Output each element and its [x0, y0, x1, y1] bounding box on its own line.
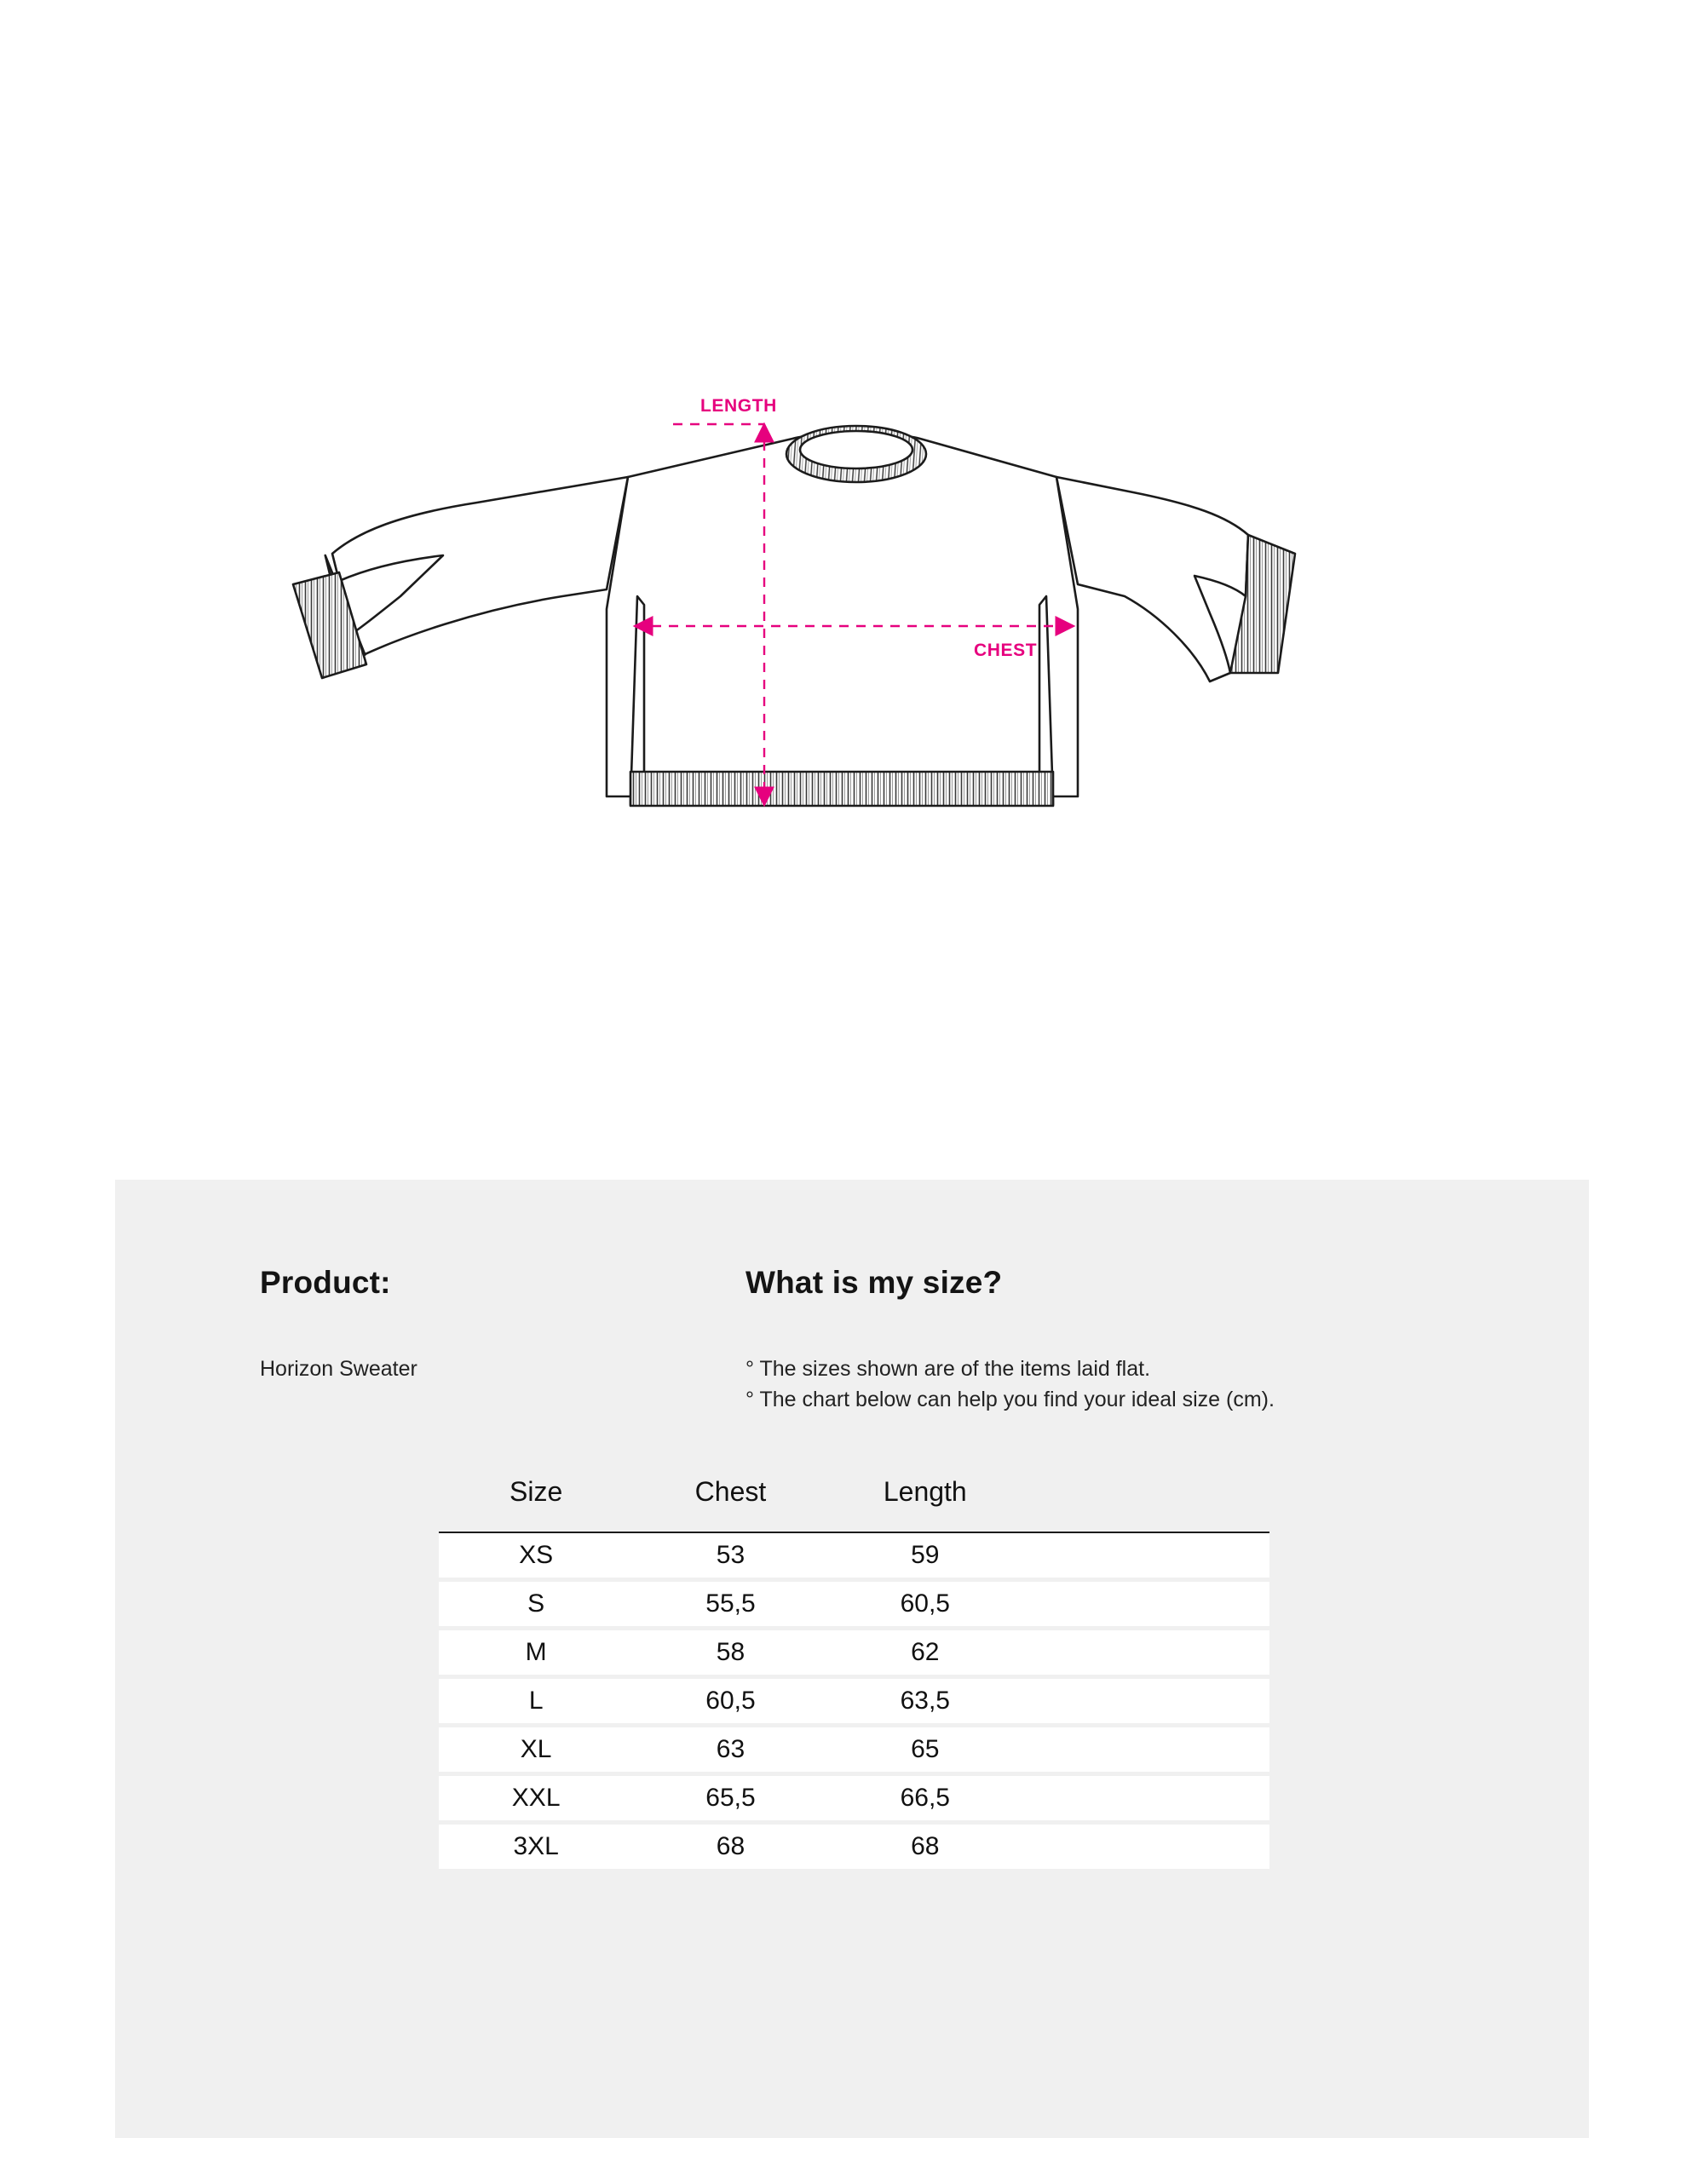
cell-size: 3XL	[439, 1823, 633, 1871]
cell-spacer	[1022, 1677, 1269, 1726]
cell-chest: 63	[633, 1726, 827, 1774]
cell-length: 63,5	[828, 1677, 1022, 1726]
cell-size: XL	[439, 1726, 633, 1774]
cell-length: 60,5	[828, 1580, 1022, 1629]
cell-size: M	[439, 1629, 633, 1677]
cell-size: XS	[439, 1532, 633, 1580]
cell-length: 62	[828, 1629, 1022, 1677]
table-row	[439, 1580, 1269, 1629]
cell-size: XXL	[439, 1774, 633, 1823]
table-row	[439, 1532, 1269, 1580]
cell-size: L	[439, 1677, 633, 1726]
table-row	[439, 1726, 1269, 1774]
cell-spacer	[1022, 1726, 1269, 1774]
cell-chest: 53	[633, 1532, 827, 1580]
column-header-spacer	[1022, 1476, 1269, 1532]
table-row	[439, 1774, 1269, 1823]
size-chart-table	[439, 1476, 1269, 1873]
cell-length: 65	[828, 1726, 1022, 1774]
sweater-outline	[293, 426, 1295, 806]
size-help-block	[746, 1265, 1495, 1416]
table-header-row	[439, 1476, 1269, 1532]
table-row	[439, 1823, 1269, 1871]
column-header-size: Size	[439, 1476, 633, 1532]
cell-length: 68	[828, 1823, 1022, 1871]
cell-spacer	[1022, 1532, 1269, 1580]
table-row	[439, 1629, 1269, 1677]
size-help-note-2: ° The chart below can help you find your ideal size (cm).	[746, 1388, 1275, 1412]
cell-spacer	[1022, 1580, 1269, 1629]
length-label-text: LENGTH	[700, 396, 777, 416]
size-help-note-1: ° The sizes shown are of the items laid flat.	[746, 1357, 1151, 1381]
cell-spacer	[1022, 1823, 1269, 1871]
product-heading: Product:	[260, 1265, 391, 1300]
table-row	[439, 1677, 1269, 1726]
cell-chest: 65,5	[633, 1774, 827, 1823]
cell-size: S	[439, 1580, 633, 1629]
table-body	[439, 1532, 1269, 1871]
chest-label-text: CHEST	[974, 641, 1038, 660]
cell-spacer	[1022, 1629, 1269, 1677]
cell-spacer	[1022, 1774, 1269, 1823]
cell-length: 66,5	[828, 1774, 1022, 1823]
size-help-heading: What is my size?	[746, 1265, 1003, 1300]
info-panel	[115, 1180, 1589, 2138]
cell-length: 59	[828, 1532, 1022, 1580]
column-header-length: Length	[828, 1476, 1022, 1532]
column-header-chest: Chest	[633, 1476, 827, 1532]
cell-chest: 68	[633, 1823, 827, 1871]
product-block	[260, 1265, 618, 1384]
cell-chest: 60,5	[633, 1677, 827, 1726]
cell-chest: 55,5	[633, 1580, 827, 1629]
cell-chest: 58	[633, 1629, 827, 1677]
product-name: Horizon Sweater	[260, 1357, 417, 1381]
